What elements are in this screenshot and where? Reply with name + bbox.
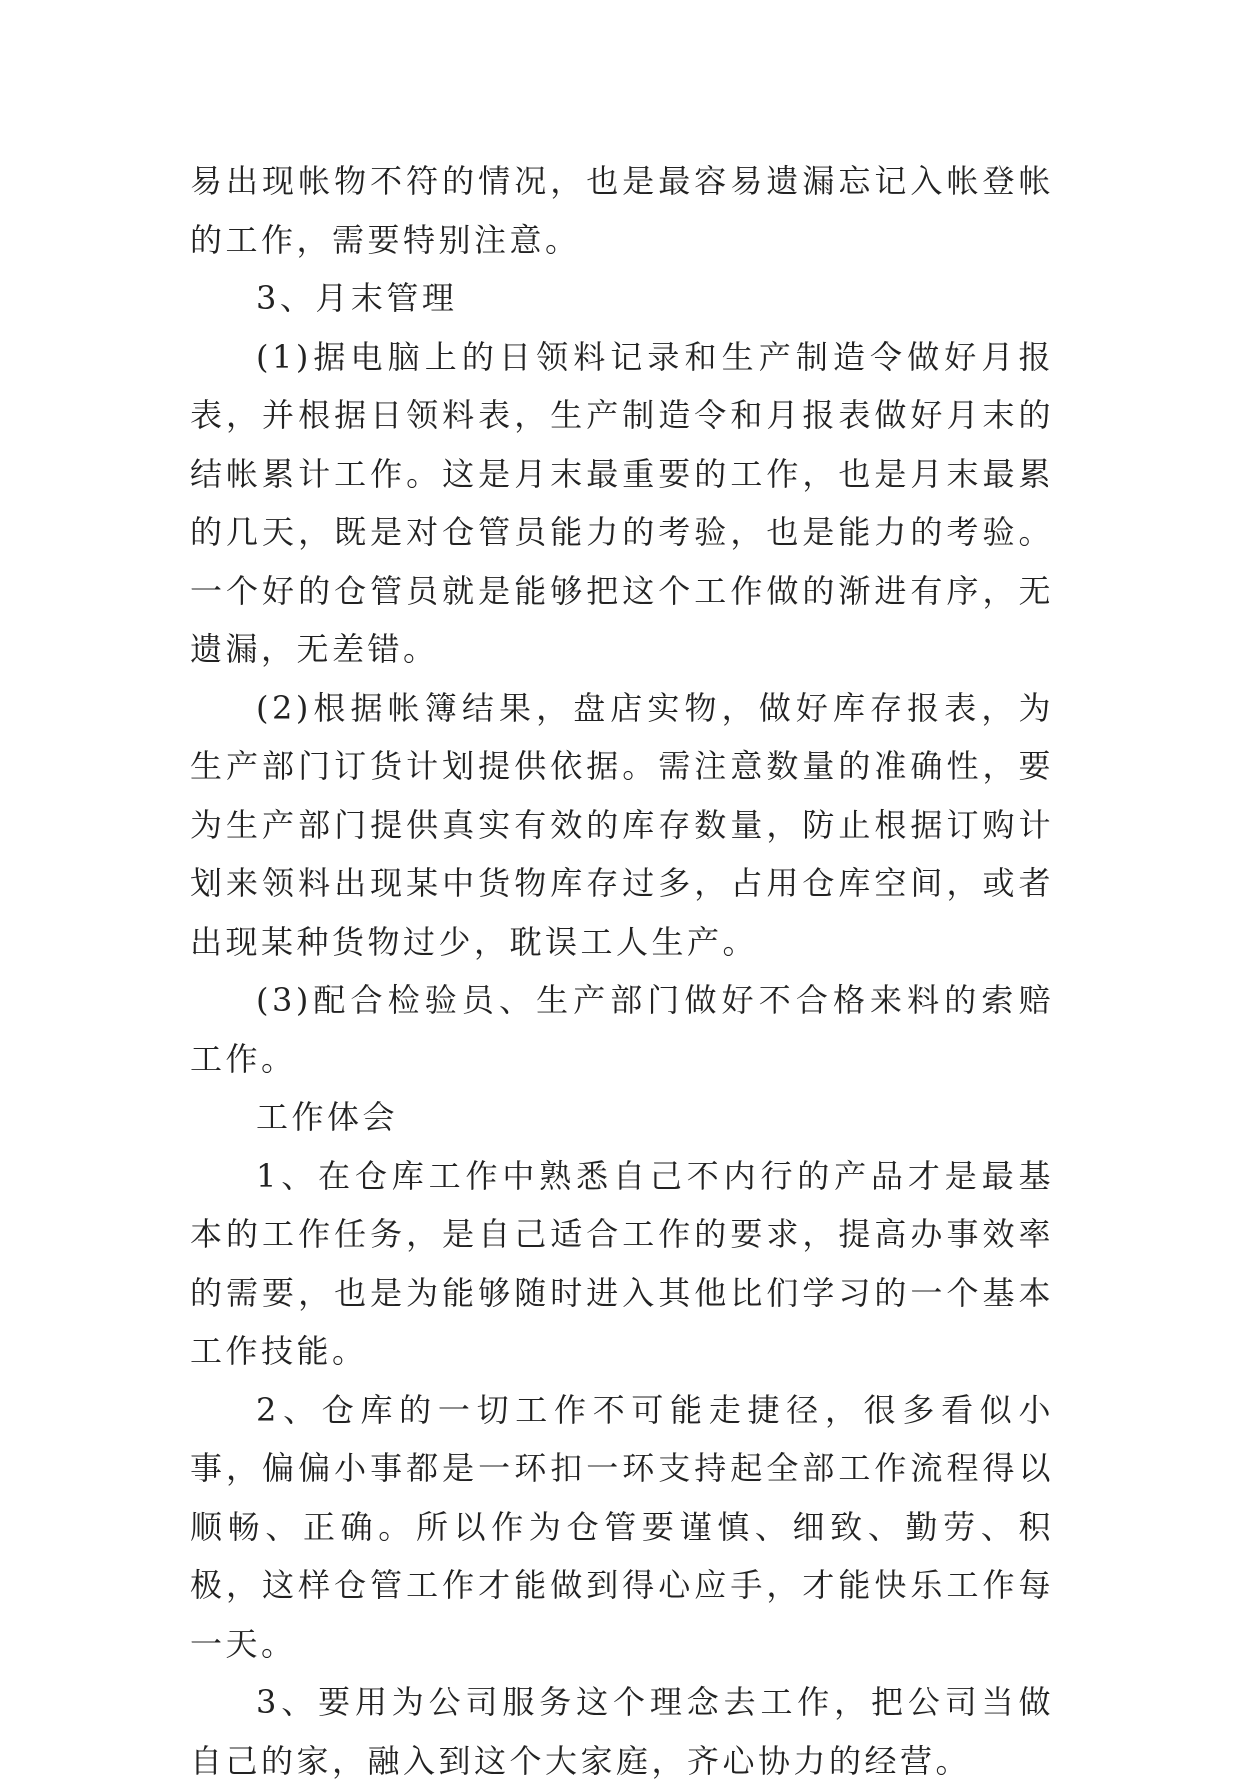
section-heading-work-experience: 工作体会 <box>256 1098 399 1136</box>
paragraph-item-2: (2)根据帐簿结果，盘店实物，做好库存报表，为生产部门订货计划提供依据。需注意数量的准确性，要为生产部门提供真实有效的库存数量，防止根据订购计划来领料出现某中货物库存过多，占用仓库空间，或者出现某种货物过少，耽误工人生产。 <box>190 688 1054 961</box>
paragraph-item-3: (3)配合检验员、生产部门做好不合格来料的索赔工作。 <box>190 981 1054 1078</box>
paragraph-experience-2: 2、仓库的一切工作不可能走捷径，很多看似小事，偏偏小事都是一环扣一环支持起全部工作流程得以顺畅、正确。所以作为仓管要谨慎、细致、勤劳、积极，这样仓管工作才能做到得心应手，才能快乐工作每一天。 <box>190 1390 1054 1663</box>
paragraph-experience-1: 1、在仓库工作中熟悉自己不内行的产品才是最基本的工作任务，是自己适合工作的要求，提高办事效率的需要，也是为能够随时进入其他比们学习的一个基本工作技能。 <box>190 1156 1054 1370</box>
paragraph-continuation: 易出现帐物不符的情况，也是最容易遗漏忘记入帐登帐的工作，需要特别注意。 <box>190 162 1054 259</box>
section-heading-month-end: 3、月末管理 <box>256 279 458 317</box>
document-body <box>190 152 1054 1790</box>
paragraph-experience-3: 3、要用为公司服务这个理念去工作，把公司当做自己的家，融入到这个大家庭，齐心协力的经营。 <box>190 1683 1054 1780</box>
paragraph-item-1: (1)据电脑上的日领料记录和生产制造令做好月报表，并根据日领料表，生产制造令和月报表做好月末的结帐累计工作。这是月末最重要的工作，也是月末最累的几天，既是对仓管员能力的考验，也是能力的考验。一个好的仓管员就是能够把这个工作做的渐进有序，无遗漏，无差错。 <box>190 337 1054 668</box>
